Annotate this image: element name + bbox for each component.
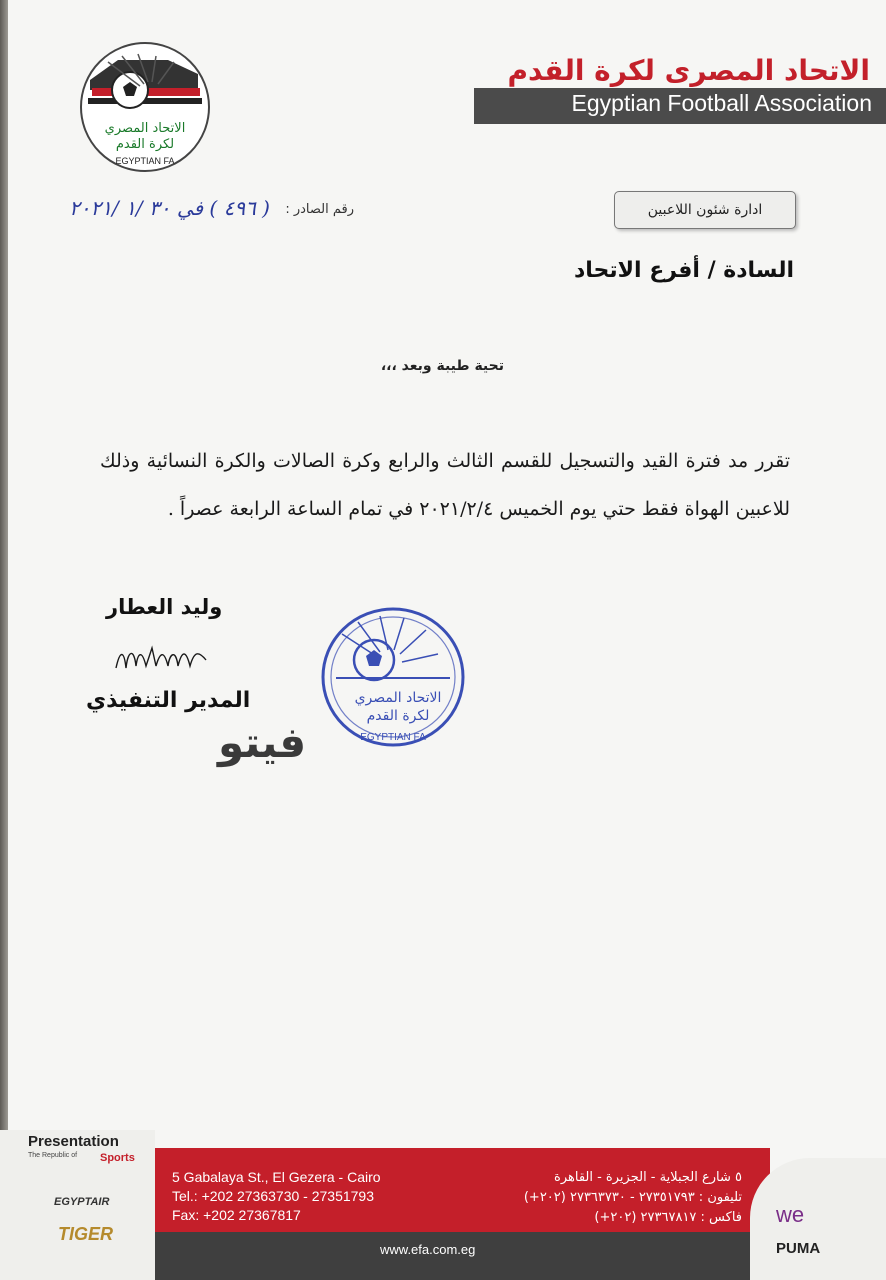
signer-title: المدير التنفيذي (86, 688, 251, 713)
addressee: السادة / أفرع الاتحاد (574, 258, 794, 283)
address-en-fax: Fax: +202 27367817 (172, 1207, 301, 1223)
footer-sponsors-right (750, 1158, 886, 1280)
website-link[interactable]: www.efa.com.eg (380, 1242, 476, 1257)
address-ar-street: ٥ شارع الجبلاية - الجزيرة - القاهرة (554, 1170, 742, 1185)
address-en-street: 5 Gabalaya St., El Gezera - Cairo (172, 1169, 381, 1185)
reference-label: رقم الصادر : (285, 202, 354, 217)
address-ar-fax: فاكس : ٢٧٣٦٧٨١٧ (٢٠٢+) (594, 1210, 742, 1225)
sponsor-presentation: Presentation (28, 1133, 119, 1150)
svg-text:الاتحاد المصري: الاتحاد المصري (354, 690, 442, 706)
address-ar-tel: تليفون : ٢٧٣٥١٧٩٣ - ٢٧٣٦٣٧٣٠ (٢٠٢+) (523, 1190, 742, 1205)
footer-address-english (172, 1168, 381, 1225)
signature-scrawl (112, 640, 212, 676)
footer-address-arabic (524, 1168, 742, 1228)
svg-text:الاتحاد المصري: الاتحاد المصري (104, 121, 186, 136)
reference-number-handwritten: ( ٤٩٦ ) في ٣٠ /١ /٢٠٢١ (69, 196, 270, 220)
sponsor-sports: Sports (100, 1152, 135, 1164)
signer-name: وليد العطار (106, 595, 223, 619)
sponsor-egyptair: EGYPTAIR (54, 1196, 110, 1208)
sponsor-presentation-sub: The Republic of (28, 1152, 78, 1159)
sponsor-tiger: TIGER (58, 1224, 114, 1244)
reference-line (24, 196, 354, 226)
svg-text:EGYPTIAN FA: EGYPTIAN FA (115, 156, 175, 166)
efa-logo (78, 40, 212, 174)
address-en-tel: Tel.: +202 27363730 - 27351793 (172, 1188, 375, 1204)
svg-text:لكرة القدم: لكرة القدم (366, 708, 430, 724)
svg-text:لكرة القدم: لكرة القدم (115, 137, 175, 152)
letter-body: تقرر مد فترة القيد والتسجيل للقسم الثالث والرابع وكرة الصالات والكرة النسائية وذلك للاعبين الهواة فقط حتي يوم الخميس ٢٠٢١/٢/٤ في تمام الساعة الرابعة عصراً . (100, 450, 790, 520)
site-watermark: فيتو (218, 718, 307, 767)
sponsor-puma: PUMA (776, 1240, 821, 1257)
sponsor-we: we (776, 1202, 805, 1227)
org-name-arabic: الاتحاد المصرى لكرة القدم (507, 54, 870, 87)
org-name-english: Egyptian Football Association (571, 90, 872, 116)
greeting: تحية طيبة وبعد ،،، (380, 358, 504, 374)
svg-text:EGYPTIAN FA: EGYPTIAN FA (360, 732, 426, 743)
official-stamp (318, 604, 468, 750)
department-box: ادارة شئون اللاعبين (614, 191, 796, 229)
